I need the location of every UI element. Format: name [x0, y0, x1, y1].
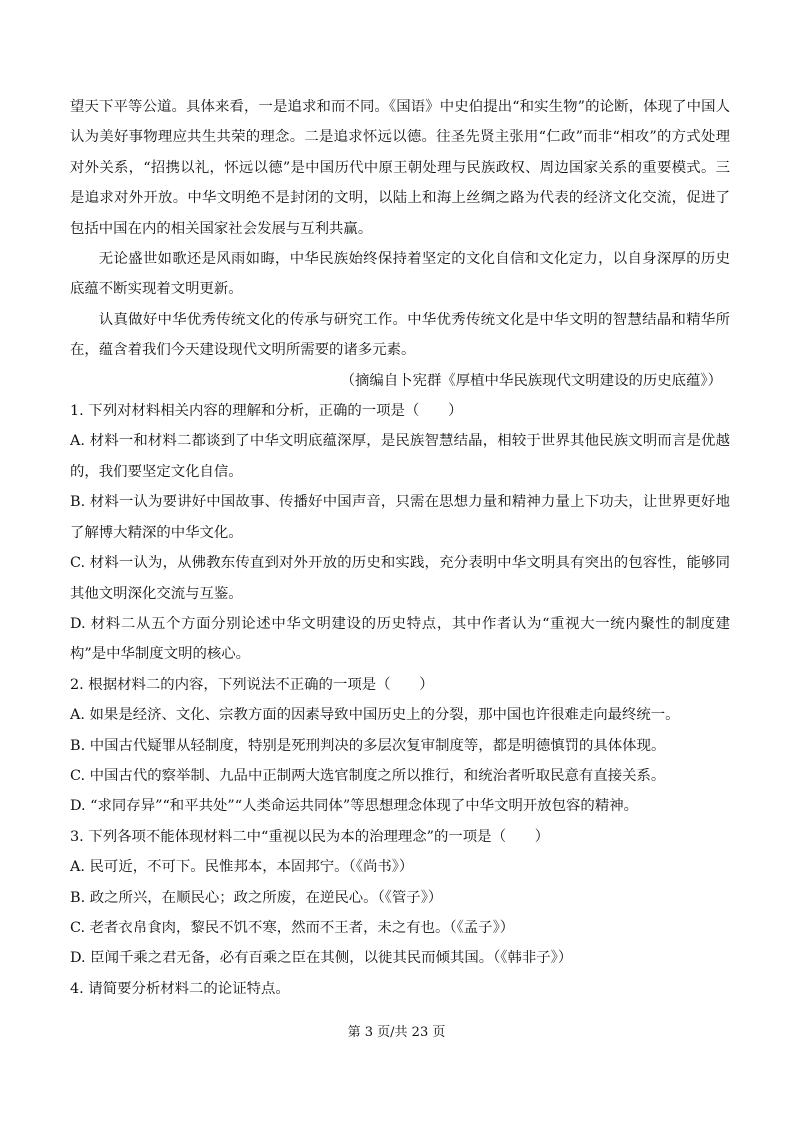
option-c: C. 中国古代的察举制、九品中正制两大选官制度之所以推行，和统治者听取民意有直接关系。 [70, 767, 666, 784]
question-1 [70, 396, 730, 670]
passage-paragraph-3: 认真做好中华优秀传统文化的传承与研究工作。中华优秀传统文化是中华文明的智慧结晶和精华所在，蕴含着我们今天建设现代文明所需要的诸多元素。 [70, 311, 730, 359]
option-b: B. 政之所兴，在顺民心；政之所废，在逆民心。（《管子》） [70, 889, 443, 906]
option-b: B. 中国古代疑罪从轻制度，特别是死刑判决的多层次复审制度等，都是明德慎罚的具体体现。 [70, 737, 666, 754]
page-footer: 第 3 页/共 23 页 [347, 1025, 446, 1040]
question-4 [70, 974, 730, 1004]
page-content [70, 92, 730, 1004]
question-2 [70, 670, 730, 822]
option-d: D. 臣闻千乘之君无备，必有百乘之臣在其侧，以徙其民而倾其国。（《韩非子》） [70, 950, 573, 967]
option-a: A. 如果是经济、文化、宗教方面的因素导致中国历史上的分裂，那中国也许很难走向最终统一。 [70, 707, 680, 724]
option-a: A. 民可近，不可下。民惟邦本，本固邦宁。（《尚书》） [70, 859, 414, 876]
question-3 [70, 822, 730, 974]
option-a: A. 材料一和材料二都谈到了中华文明底蕴深厚，是民族智慧结晶，相较于世界其他民族文明而言是优越的，我们要坚定文化自信。 [70, 433, 730, 480]
question-stem: 2. 根据材料二的内容，下列说法不正确的一项是（ ） [70, 676, 434, 693]
option-d: D. 材料二从五个方面分别论述中华文明建设的历史特点，其中作者认为“重视大一统内聚性的制度建构”是中华制度文明的核心。 [70, 615, 730, 663]
option-c: C. 材料一认为，从佛教东传直到对外开放的历史和实践，充分表明中华文明具有突出的包容性，能够同其他文明深化交流与互鉴。 [70, 555, 730, 602]
passage-paragraph-1: 望天下平等公道。具体来看，一是追求和而不同。《国语》中史伯提出“和实生物”的论断，体现了中国人认为美好事物理应共生共荣的理念。二是追求怀远以德。往圣先贤主张用“仁政”而非“相攻”的方式处理对外关系，“招携以礼，怀远以德”是中国历代中原王朝处理与民族政权、周边国家关系的重要模式。三是追求对外开放。中华文明绝不是封闭的文明，以陆上和海上丝绸之路为代表的经济文化交流，促进了包括中国在内的相关国家社会发展与互利共赢。 [70, 99, 730, 237]
option-c: C. 老者衣帛食肉，黎民不饥不寒，然而不王者，未之有也。（《孟子》） [70, 919, 515, 936]
option-b: B. 材料一认为要讲好中国故事、传播好中国声音，只需在思想力量和精神力量上下功夫，让世界更好地了解博大精深的中华文化。 [70, 494, 730, 541]
passage-source: （摘编自卜宪群《厚植中华民族现代文明建设的历史底蕴》） [340, 372, 722, 389]
passage-paragraph-2: 无论盛世如歌还是风雨如晦，中华民族始终保持着坚定的文化自信和文化定力，以自身深厚的历史底蕴不断实现着文明更新。 [70, 251, 730, 298]
question-stem: 1. 下列对材料相关内容的理解和分析，正确的一项是（ ） [70, 403, 463, 420]
option-d: D. “求同存异”“和平共处”“人类命运共同体”等思想理念体现了中华文明开放包容的精神。 [70, 798, 638, 815]
question-stem: 4. 请简要分析材料二的论证特点。 [70, 980, 290, 997]
question-stem: 3. 下列各项不能体现材料二中“重视以民为本的治理理念”的一项是（ ） [70, 828, 550, 845]
